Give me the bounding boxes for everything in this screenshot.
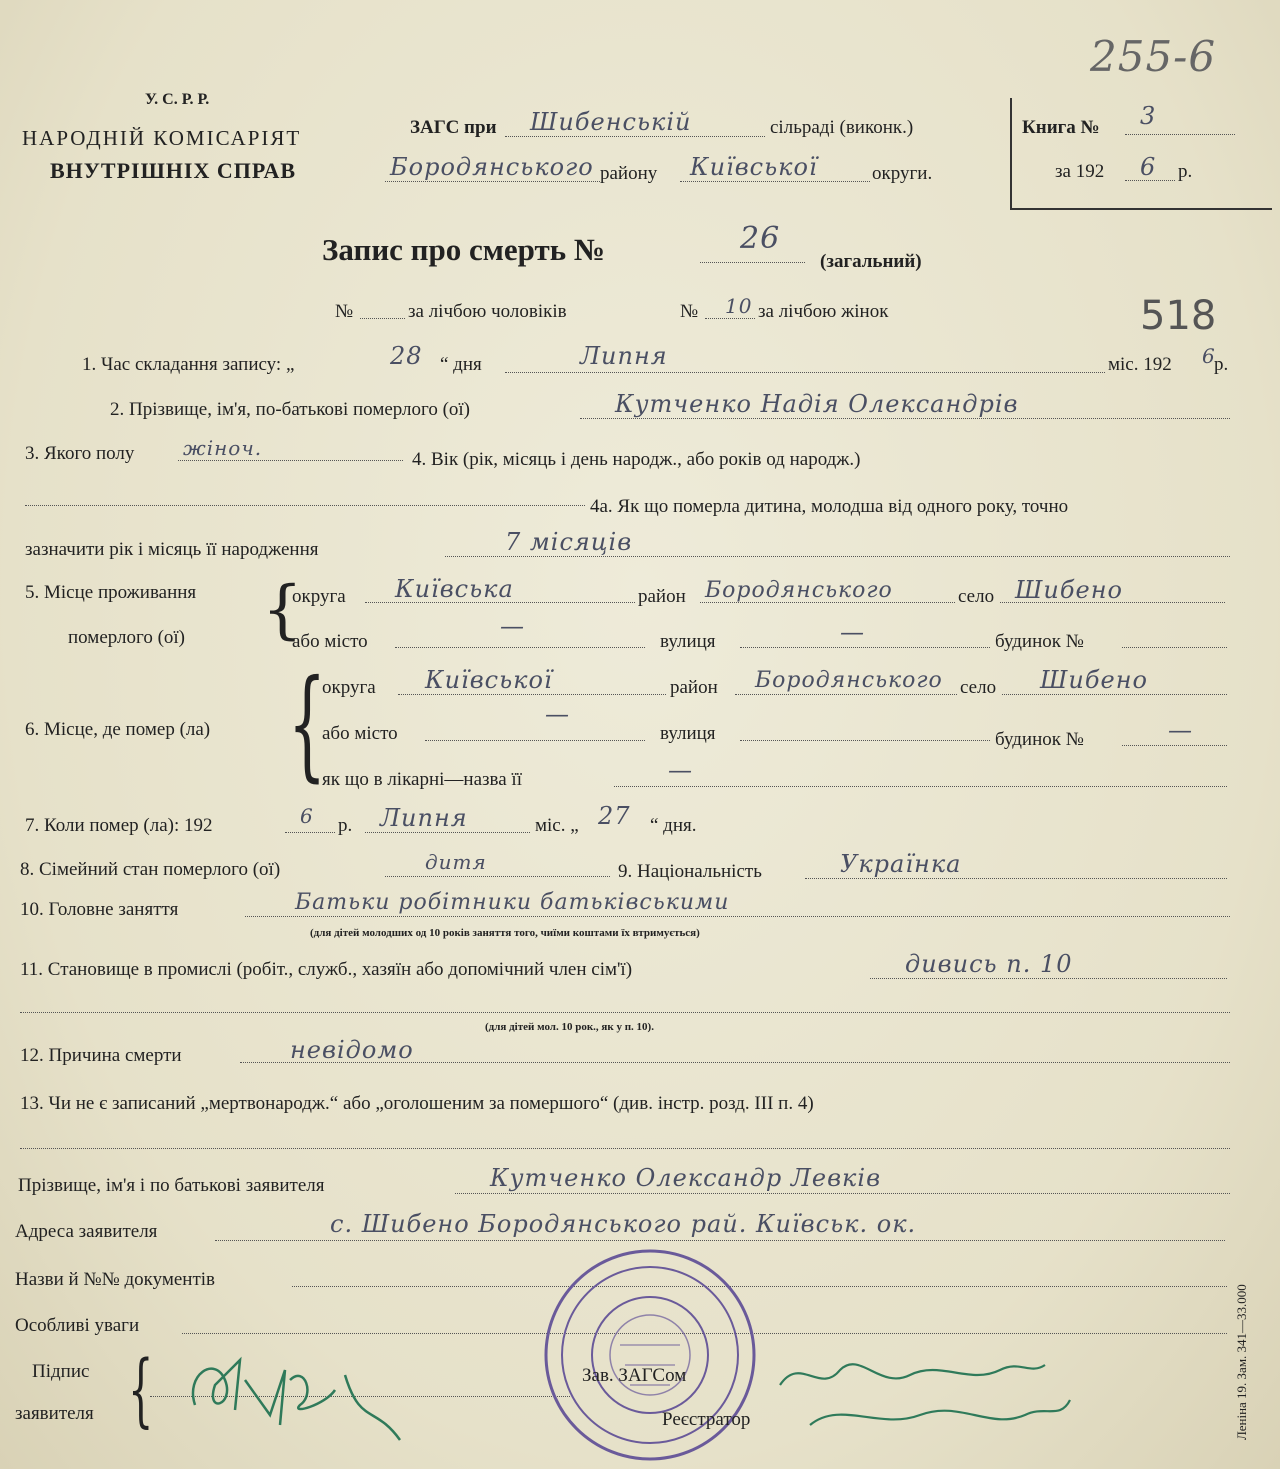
- f13-line: [20, 1148, 1230, 1149]
- f6-label: 6. Місце, де помер (ла): [25, 719, 211, 740]
- f6-raion-line: [735, 694, 957, 695]
- official-seal: [540, 1245, 760, 1465]
- zags-suffix: сільраді (виконк.): [770, 117, 914, 138]
- f7-day: 27: [598, 802, 631, 830]
- f1-month: Липня: [580, 342, 668, 370]
- f5-okruga-label: округа: [292, 586, 346, 607]
- year-prefix: за 192: [1055, 161, 1105, 182]
- f7-mis: міс. „: [535, 815, 579, 836]
- applicant-name-value: Кутченко Олександр Левків: [490, 1164, 882, 1192]
- f1-month-line: [505, 372, 1105, 373]
- f2-line: [580, 418, 1230, 419]
- men-line: [360, 318, 405, 319]
- f6-misto-label: або місто: [322, 723, 398, 744]
- f5-misto-line: [395, 647, 645, 648]
- f6-misto-value: —: [545, 700, 570, 728]
- f7-r: р.: [338, 815, 353, 836]
- f11-note: (для дітей мол. 10 рок., як у п. 10).: [485, 1021, 654, 1033]
- f6-raion-label: район: [670, 677, 718, 698]
- f8-value: дитя: [425, 850, 487, 874]
- archive-number: 255-6: [1090, 32, 1217, 81]
- f3-line: [178, 460, 403, 461]
- okruga-label: округи.: [872, 163, 933, 184]
- f6-likarnia-label: як що в лікарні—назва її: [322, 769, 522, 790]
- f6-selo-line: [1002, 694, 1227, 695]
- f6-brace: {: [288, 655, 327, 794]
- men-prefix: №: [335, 301, 354, 322]
- f5-brace: {: [262, 573, 303, 647]
- extra-number: 518: [1140, 293, 1217, 339]
- year-line: [1125, 180, 1175, 181]
- men-label: за лічбою чоловіків: [408, 301, 567, 322]
- f11-line2: [20, 1012, 1230, 1013]
- zags-place-line: [505, 136, 765, 137]
- book-label: Книга №: [1022, 117, 1100, 138]
- f12-line: [240, 1062, 1230, 1063]
- zags-place-value: Шибенській: [530, 108, 692, 136]
- title-suffix: (загальний): [820, 251, 922, 272]
- f12-label: 12. Причина смерти: [20, 1045, 182, 1066]
- title-number: 26: [740, 221, 781, 256]
- okruga-line: [680, 181, 870, 182]
- women-prefix: №: [680, 301, 699, 322]
- f5-budynok-label: будинок №: [995, 631, 1084, 652]
- f11-value: дивись п. 10: [905, 950, 1073, 978]
- f5-raion-line: [700, 602, 955, 603]
- f6-okruga-value: Київської: [425, 666, 553, 694]
- commissariat-line2: ВНУТРІШНІХ СПРАВ: [50, 158, 297, 183]
- f1-end: р.: [1214, 354, 1229, 375]
- zags-prefix: ЗАГС при: [410, 117, 497, 138]
- women-line: [705, 318, 755, 319]
- f10-line: [245, 916, 1230, 917]
- f13-label: 13. Чи не є записаний „мертвонародж.“ або „оголошеним за помершого“ (див. інстр. розд. III п. 4): [20, 1093, 814, 1114]
- f1-label: 1. Час складання запису: „: [82, 354, 295, 375]
- f5-budynok-line: [1122, 647, 1227, 648]
- applicant-name-label: Прізвище, ім'я і по батькові заявителя: [18, 1175, 325, 1196]
- f5-okruga-value: Київська: [395, 575, 514, 603]
- f6-okruga-label: округа: [322, 677, 376, 698]
- f5-selo-label: село: [958, 586, 995, 607]
- f7-end: “ дня.: [650, 815, 697, 836]
- f4a-value: 7 місяців: [505, 528, 633, 556]
- registrar-label: Реєстратор: [662, 1409, 751, 1430]
- applicant-address-line: [215, 1240, 1225, 1241]
- f6-likarnia-line: [614, 786, 1227, 787]
- f7-year-line: [285, 832, 335, 833]
- f4a-label: 4а. Як що померла дитина, молодша від одного року, точно: [590, 496, 1069, 517]
- year-value: 6: [1140, 153, 1157, 181]
- ussr-label: У. С. Р. Р.: [145, 91, 210, 108]
- raion-label: району: [600, 163, 658, 184]
- f6-likarnia-value: —: [668, 756, 693, 784]
- applicant-name-line: [455, 1193, 1230, 1194]
- f5-vulytsia-line: [740, 647, 990, 648]
- f5-selo-line: [1000, 602, 1225, 603]
- f2-value: Кутченко Надія Олександрів: [615, 390, 1019, 418]
- f9-line: [805, 878, 1227, 879]
- f6-budynok-label: будинок №: [995, 729, 1084, 750]
- applicant-docs-label: Назви й №№ документів: [15, 1269, 216, 1290]
- raion-line: [385, 181, 600, 182]
- f4-line: [25, 505, 585, 506]
- f3-value: жіноч.: [183, 436, 263, 460]
- women-value: 10: [725, 294, 753, 318]
- f6-selo-value: Шибено: [1040, 666, 1148, 694]
- f6-selo-label: село: [960, 677, 997, 698]
- sign-label1: Підпис: [32, 1361, 90, 1382]
- women-label: за лічбою жінок: [758, 301, 889, 322]
- f6-okruga-line: [398, 694, 666, 695]
- f1-day-label: “ дня: [440, 354, 482, 375]
- f12-value: невідомо: [290, 1036, 414, 1064]
- applicant-address-value: с. Шибено Бородянського рай. Київськ. ок.: [330, 1210, 917, 1238]
- zav-zags-label: Зав. ЗАГСом: [582, 1365, 687, 1386]
- okruga-value: Київської: [690, 153, 818, 181]
- applicant-signature: [185, 1335, 425, 1445]
- f1-day: 28: [390, 342, 423, 370]
- f5-misto-value: —: [500, 612, 525, 640]
- f5-vulytsia-label: вулиця: [660, 631, 716, 652]
- f6-vulytsia-line: [740, 740, 990, 741]
- f5-raion-value: Бородянського: [705, 578, 893, 603]
- commissariat-line1: НАРОДНІЙ КОМІСАРІЯТ: [22, 126, 302, 150]
- title-text: Запис про смерть №: [322, 232, 606, 267]
- f6-misto-line: [425, 740, 645, 741]
- sign-brace: {: [128, 1343, 154, 1436]
- f5-label2: померлого (ої): [68, 627, 185, 648]
- f9-value: Українка: [840, 850, 962, 878]
- f10-value: Батьки робітники батьківськими: [295, 890, 730, 915]
- f7-label: 7. Коли помер (ла): 192: [25, 815, 213, 836]
- f7-year: 6: [300, 804, 314, 828]
- f9-label: 9. Національність: [618, 861, 762, 882]
- f6-budynok-value: —: [1168, 716, 1193, 744]
- f7-month-line: [365, 832, 530, 833]
- f5-raion-label: район: [638, 586, 686, 607]
- f10-note: (для дітей молодших од 10 років заняття того, чиїми коштами їх втримується): [310, 927, 700, 939]
- applicant-address-label: Адреса заявителя: [15, 1221, 158, 1242]
- f4a-label2: зазначити рік і місяць її народження: [25, 539, 319, 560]
- f5-label1: 5. Місце проживання: [25, 582, 197, 603]
- f6-vulytsia-label: вулиця: [660, 723, 716, 744]
- sign-label2: заявителя: [15, 1403, 94, 1424]
- f4-label: 4. Вік (рік, місяць і день народж., або років од народж.): [412, 449, 861, 470]
- f11-label: 11. Становище в промислі (робіт., служб., хазяїн або допомічний член сім'ї): [20, 959, 633, 980]
- title-number-line: [700, 262, 805, 263]
- f10-label: 10. Головне заняття: [20, 899, 179, 920]
- f8-line: [385, 876, 610, 877]
- f6-raion-value: Бородянського: [755, 668, 943, 693]
- f5-vulytsia-value: —: [840, 618, 865, 646]
- f11-line: [870, 978, 1227, 979]
- f8-label: 8. Сімейний стан померлого (ої): [20, 859, 281, 880]
- applicant-notes-label: Особливі уваги: [15, 1315, 140, 1336]
- year-suffix: р.: [1178, 161, 1193, 182]
- book-value: 3: [1140, 102, 1157, 130]
- f1-year: 6: [1202, 344, 1216, 368]
- side-print: Леніна 19. Зам. 341—33.000: [1234, 1284, 1249, 1440]
- raion-value: Бородянського: [390, 153, 594, 181]
- f1-month-label: міс. 192: [1108, 354, 1172, 375]
- f4a-line: [445, 556, 1230, 557]
- f3-label: 3. Якого полу: [25, 443, 135, 464]
- f6-budynok-line: [1122, 745, 1227, 746]
- f5-selo-value: Шибено: [1015, 576, 1123, 604]
- f7-month: Липня: [380, 804, 468, 832]
- f5-misto-label: або місто: [292, 631, 368, 652]
- book-line: [1125, 134, 1235, 135]
- f2-label: 2. Прізвище, ім'я, по-батькові померлого (ої): [110, 399, 471, 420]
- f5-okruga-line: [365, 602, 635, 603]
- registrar-signature: [770, 1345, 1090, 1445]
